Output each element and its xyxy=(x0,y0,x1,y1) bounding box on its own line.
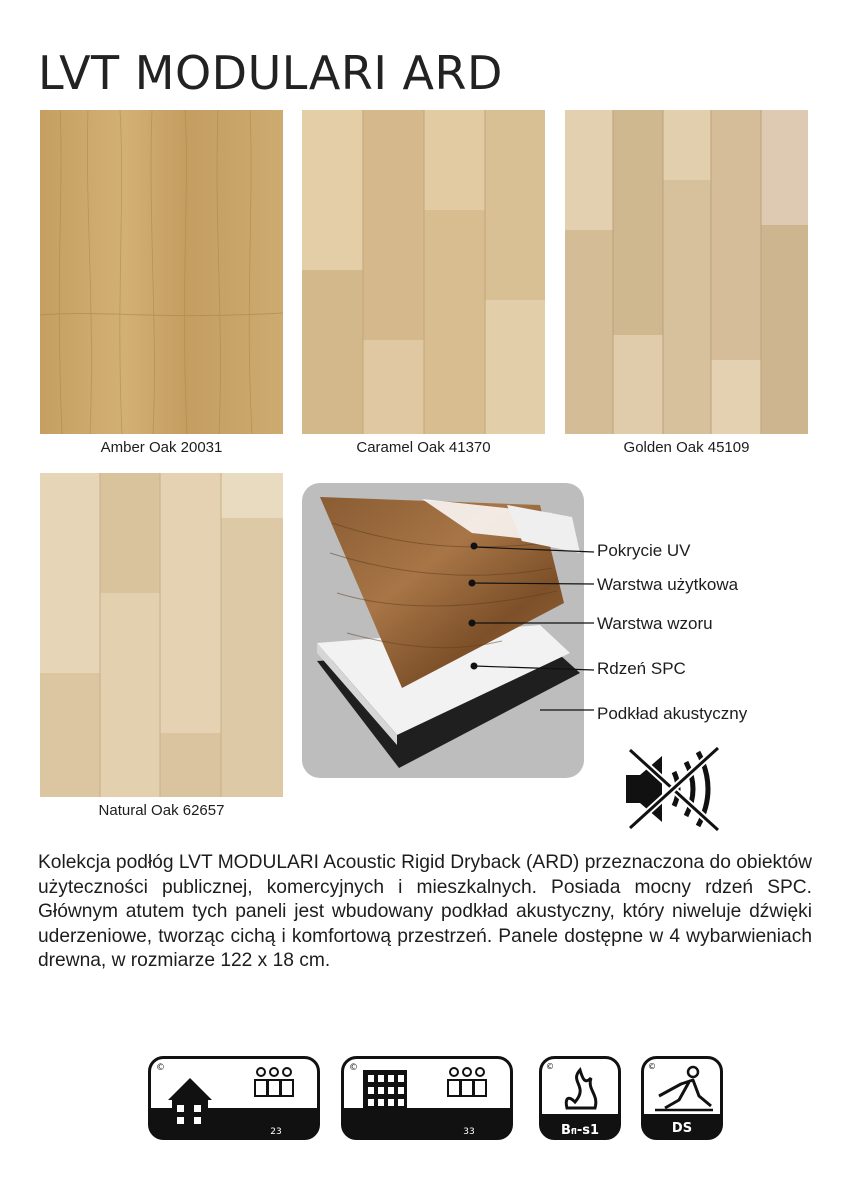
layer-pointer-lines xyxy=(470,540,600,720)
class-number: 23 xyxy=(270,1127,282,1137)
fire-rating-icon xyxy=(539,1056,621,1140)
copyright-mark: © xyxy=(648,1062,656,1071)
swatch-golden-oak xyxy=(565,110,808,434)
muted-speaker-icon xyxy=(622,742,732,832)
layer-label-uv: Pokrycie UV xyxy=(597,541,691,560)
swatch-label: Caramel Oak 41370 xyxy=(356,439,491,456)
layer-label-core: Rdzeń SPC xyxy=(597,659,686,678)
swatch-label: Amber Oak 20031 xyxy=(100,439,223,456)
badge-commercial xyxy=(341,1056,513,1140)
class-number: 33 xyxy=(463,1127,475,1137)
wood-texture-amber xyxy=(40,110,283,434)
layer-label-pattern: Warstwa wzoru xyxy=(597,614,713,633)
copyright-mark: © xyxy=(546,1062,554,1071)
wood-texture-natural xyxy=(40,473,283,797)
layer-label-underlay: Podkład akustyczny xyxy=(597,704,748,723)
slip-rating-label: DS xyxy=(671,1121,693,1136)
copyright-mark: © xyxy=(156,1063,165,1073)
swatch-label: Natural Oak 62657 xyxy=(98,802,225,819)
anti-slip-icon xyxy=(641,1056,723,1140)
badge-fire-rating xyxy=(539,1056,621,1140)
fire-rating-label: Bfl-s1 xyxy=(560,1123,600,1138)
swatch-natural-oak xyxy=(40,473,283,797)
commercial-use-icon xyxy=(341,1056,513,1140)
badge-residential xyxy=(148,1056,320,1140)
badge-anti-slip xyxy=(641,1056,723,1140)
wood-texture-caramel xyxy=(302,110,545,434)
swatch-caramel-oak xyxy=(302,110,545,434)
description-paragraph: Kolekcja podłóg LVT MODULARI Acoustic Rigid Dryback (ARD) przeznaczona do obiektów użyteczności publicznej, komercyjnych i mieszkalnych. Posiada mocny rdzeń SPC. Głównym atutem tych paneli jest wbudowany podkład akustyczny, który niweluje dźwięki uderzeniowe, tworząc cichą i komfortową przestrzeń. Panele dostępne w 4 wybarwieniach drewna, w rozmiarze 122 x 18 cm. xyxy=(38,852,812,971)
swatch-amber-oak xyxy=(40,110,283,434)
wood-texture-golden xyxy=(565,110,808,434)
swatch-label: Golden Oak 45109 xyxy=(623,439,750,456)
copyright-mark: © xyxy=(349,1063,358,1073)
page-title: LVT MODULARI ARD xyxy=(38,46,503,100)
residential-use-icon xyxy=(148,1056,320,1140)
layer-label-wear: Warstwa użytkowa xyxy=(597,575,739,594)
